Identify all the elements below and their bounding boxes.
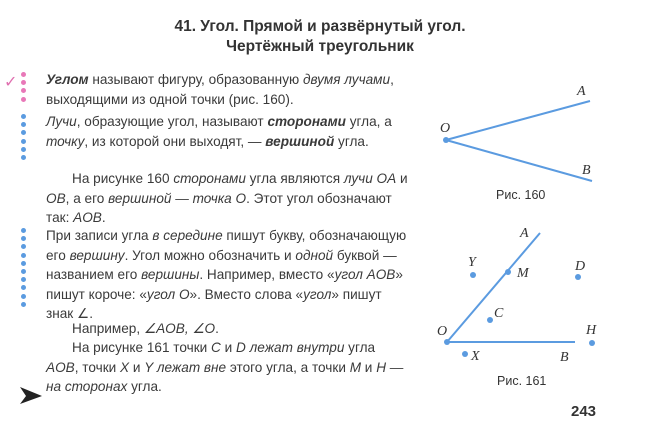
label-M: M	[517, 266, 529, 281]
paragraph-fig161-explanation: На рисунке 161 точки C и D лежат внутри угла AOB, точки X и Y лежат вне этого угла, а точки M и H — на сторонах угла.	[46, 340, 404, 394]
figure-161	[420, 210, 654, 400]
next-arrow-icon	[18, 385, 44, 405]
page-number: 243	[571, 403, 597, 420]
blue-marker-dots-1	[21, 114, 26, 163]
label-Y: Y	[468, 255, 476, 270]
definition-angle: Углом называют фигуру, образованную двумя лучами, выходящими из одной точки (рис. 160).	[46, 72, 394, 107]
label-B: B	[560, 350, 569, 365]
title-line-2: Чертёжный треугольник	[226, 38, 414, 55]
paragraph-example: Например, ∠AOB, ∠O.	[72, 321, 219, 336]
label-B: B	[582, 163, 591, 178]
paragraph-fig160-explanation: На рисунке 160 сторонами угла являются лучи OA и OB, а его вершиной — точка O. Этот угол обозначают так: AOB.	[46, 171, 408, 225]
label-O: O	[440, 121, 451, 136]
label-D: D	[575, 259, 586, 274]
paragraph-notation-rule: При записи угла в середине пишут букву, обозначающую его вершину. Угол можно обозначить и одной буквой — названием его вершины. Например, вместо «угол AOB» пишут короче: «угол O». Вместо слова «угол» пишут знак ∠.	[46, 228, 407, 321]
label-C: C	[494, 306, 504, 321]
figure-161-caption: Рис. 161	[497, 374, 547, 388]
section-title	[0, 17, 654, 57]
definition-sides-vertex: Лучи, образующие угол, называют сторонами угла, а точку, из которой они выходят, — вершиной угла.	[46, 114, 392, 149]
label-A: A	[577, 84, 586, 99]
checkmark-icon: ✓	[4, 74, 18, 91]
blue-marker-dots-2	[21, 228, 26, 310]
label-H: H	[586, 323, 597, 338]
label-X: X	[471, 349, 480, 364]
pink-marker-dots	[21, 72, 26, 105]
label-O: O	[437, 324, 448, 339]
label-A: A	[520, 226, 529, 241]
title-line-1: 41. Угол. Прямой и развёрнутый угол.	[174, 18, 466, 35]
figure-160-caption: Рис. 160	[496, 188, 546, 202]
